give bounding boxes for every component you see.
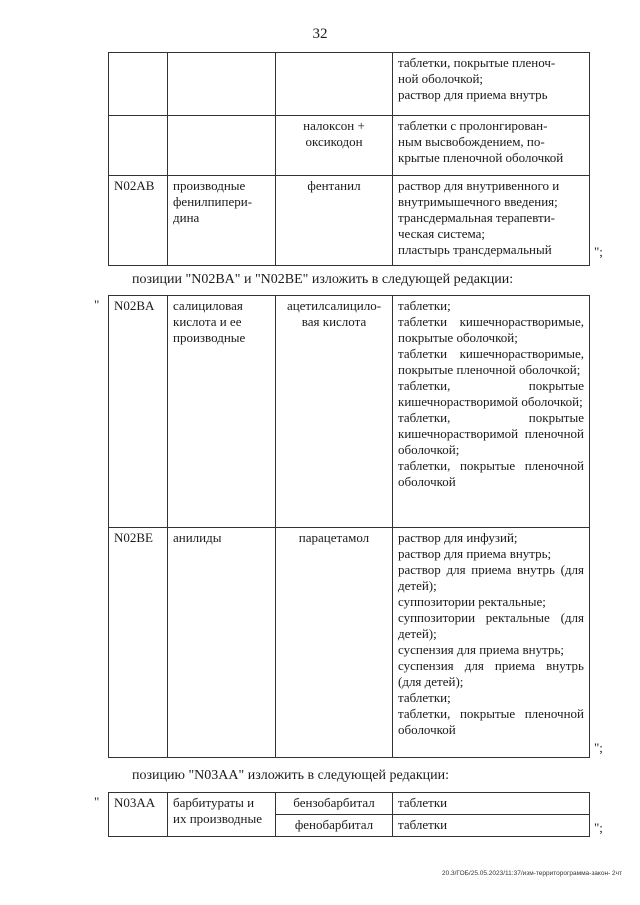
form-line: ческая система; bbox=[398, 226, 485, 241]
form-line: таблетки; bbox=[398, 298, 451, 313]
atc-code-cell bbox=[109, 116, 168, 176]
dosage-forms-cell bbox=[393, 176, 590, 266]
drug-name-cell: фентанил bbox=[276, 176, 393, 266]
closing-quote: "; bbox=[594, 244, 603, 259]
form-line: таблетки кишечнорастворимые, покрытые оболочкой; bbox=[398, 314, 584, 345]
form-line: таблетки, покрытые кишечнорастворимой оболочкой; bbox=[398, 378, 584, 409]
form-line: суппозитории ректальные (для детей); bbox=[398, 610, 584, 641]
page-number: 32 bbox=[312, 26, 328, 42]
dosage-forms-cell: таблетки bbox=[393, 815, 590, 837]
opening-quote: " bbox=[94, 297, 100, 312]
form-line: пластырь трансдермальный bbox=[398, 242, 552, 257]
table-row bbox=[109, 53, 590, 116]
form-line: раствор для приема внутрь; bbox=[398, 546, 552, 561]
form-line: раствор для приема внутрь (для детей); bbox=[398, 562, 584, 593]
form-line: таблетки, покрытые пленоч- bbox=[398, 55, 556, 70]
drug-name-cell: бензобарбитал bbox=[276, 793, 393, 815]
drug-name-cell: налоксон + оксикодон bbox=[276, 116, 393, 176]
table-row bbox=[109, 793, 590, 815]
closing-quote: "; bbox=[594, 820, 603, 835]
table-row bbox=[109, 116, 590, 176]
form-line: таблетки кишечнорастворимые, покрытые пленочной оболочкой; bbox=[398, 346, 584, 377]
amendment-paragraph: позиции "N02BA" и "N02BE" изложить в следующей редакции: bbox=[132, 272, 514, 287]
form-line: раствор для приема внутрь bbox=[398, 87, 548, 102]
table-row bbox=[109, 528, 590, 758]
opening-quote: " bbox=[94, 794, 100, 809]
group-cell bbox=[168, 53, 276, 116]
dosage-forms-cell bbox=[393, 53, 590, 116]
document-footer-code: 20.3/ГОБ/25.05.2023/11:37/изм-территорограмма-закон- 2чт bbox=[441, 870, 622, 877]
group-cell: барбитураты и их производные bbox=[168, 793, 276, 837]
table-row bbox=[109, 176, 590, 266]
drug-name-cell: ацетилсалицило-вая кислота bbox=[276, 296, 393, 528]
form-line: таблетки, покрытые пленочной оболочкой bbox=[398, 458, 584, 489]
table-row bbox=[109, 296, 590, 528]
group-cell: производные фенилпипери-дина bbox=[168, 176, 276, 266]
form-line: раствор для внутривенного и bbox=[398, 178, 560, 193]
form-line: таблетки; bbox=[398, 690, 451, 705]
group-cell bbox=[168, 116, 276, 176]
atc-code-cell: N02AB bbox=[109, 176, 168, 266]
atc-code-cell: N02BE bbox=[109, 528, 168, 758]
form-line: трансдермальная терапевти- bbox=[398, 210, 555, 225]
closing-quote: "; bbox=[594, 740, 603, 755]
group-cell: анилиды bbox=[168, 528, 276, 758]
form-line: суппозитории ректальные; bbox=[398, 594, 546, 609]
form-line: таблетки, покрытые пленочной оболочкой bbox=[398, 706, 584, 737]
group-cell: салициловая кислота и ее производные bbox=[168, 296, 276, 528]
dosage-forms-cell bbox=[393, 528, 590, 758]
drug-name-cell bbox=[276, 53, 393, 116]
form-line: крытые пленочной оболочкой bbox=[398, 150, 564, 165]
form-line: ным высвобождением, по- bbox=[398, 134, 545, 149]
form-line: таблетки, покрытые кишечнорастворимой пленочной оболочкой; bbox=[398, 410, 584, 457]
drug-name-cell: фенобарбитал bbox=[276, 815, 393, 837]
atc-code-cell: N02BA bbox=[109, 296, 168, 528]
form-line: суспензия для приема внутрь; bbox=[398, 642, 565, 657]
dosage-forms-cell: таблетки bbox=[393, 793, 590, 815]
form-line: внутримышечного введения; bbox=[398, 194, 558, 209]
form-line: суспензия для приема внутрь (для детей); bbox=[398, 658, 584, 689]
form-line: ной оболочкой; bbox=[398, 71, 484, 86]
drug-name-cell: парацетамол bbox=[276, 528, 393, 758]
drug-table-1 bbox=[108, 52, 590, 266]
dosage-forms-cell bbox=[393, 296, 590, 528]
atc-code-cell bbox=[109, 53, 168, 116]
form-line: раствор для инфузий; bbox=[398, 530, 518, 545]
drug-table-3 bbox=[108, 792, 590, 837]
dosage-forms-cell bbox=[393, 116, 590, 176]
drug-table-2 bbox=[108, 295, 590, 758]
form-line: таблетки с пролонгирован- bbox=[398, 118, 548, 133]
atc-code-cell: N03AA bbox=[109, 793, 168, 837]
amendment-paragraph: позицию "N03AA" изложить в следующей редакции: bbox=[132, 768, 449, 783]
